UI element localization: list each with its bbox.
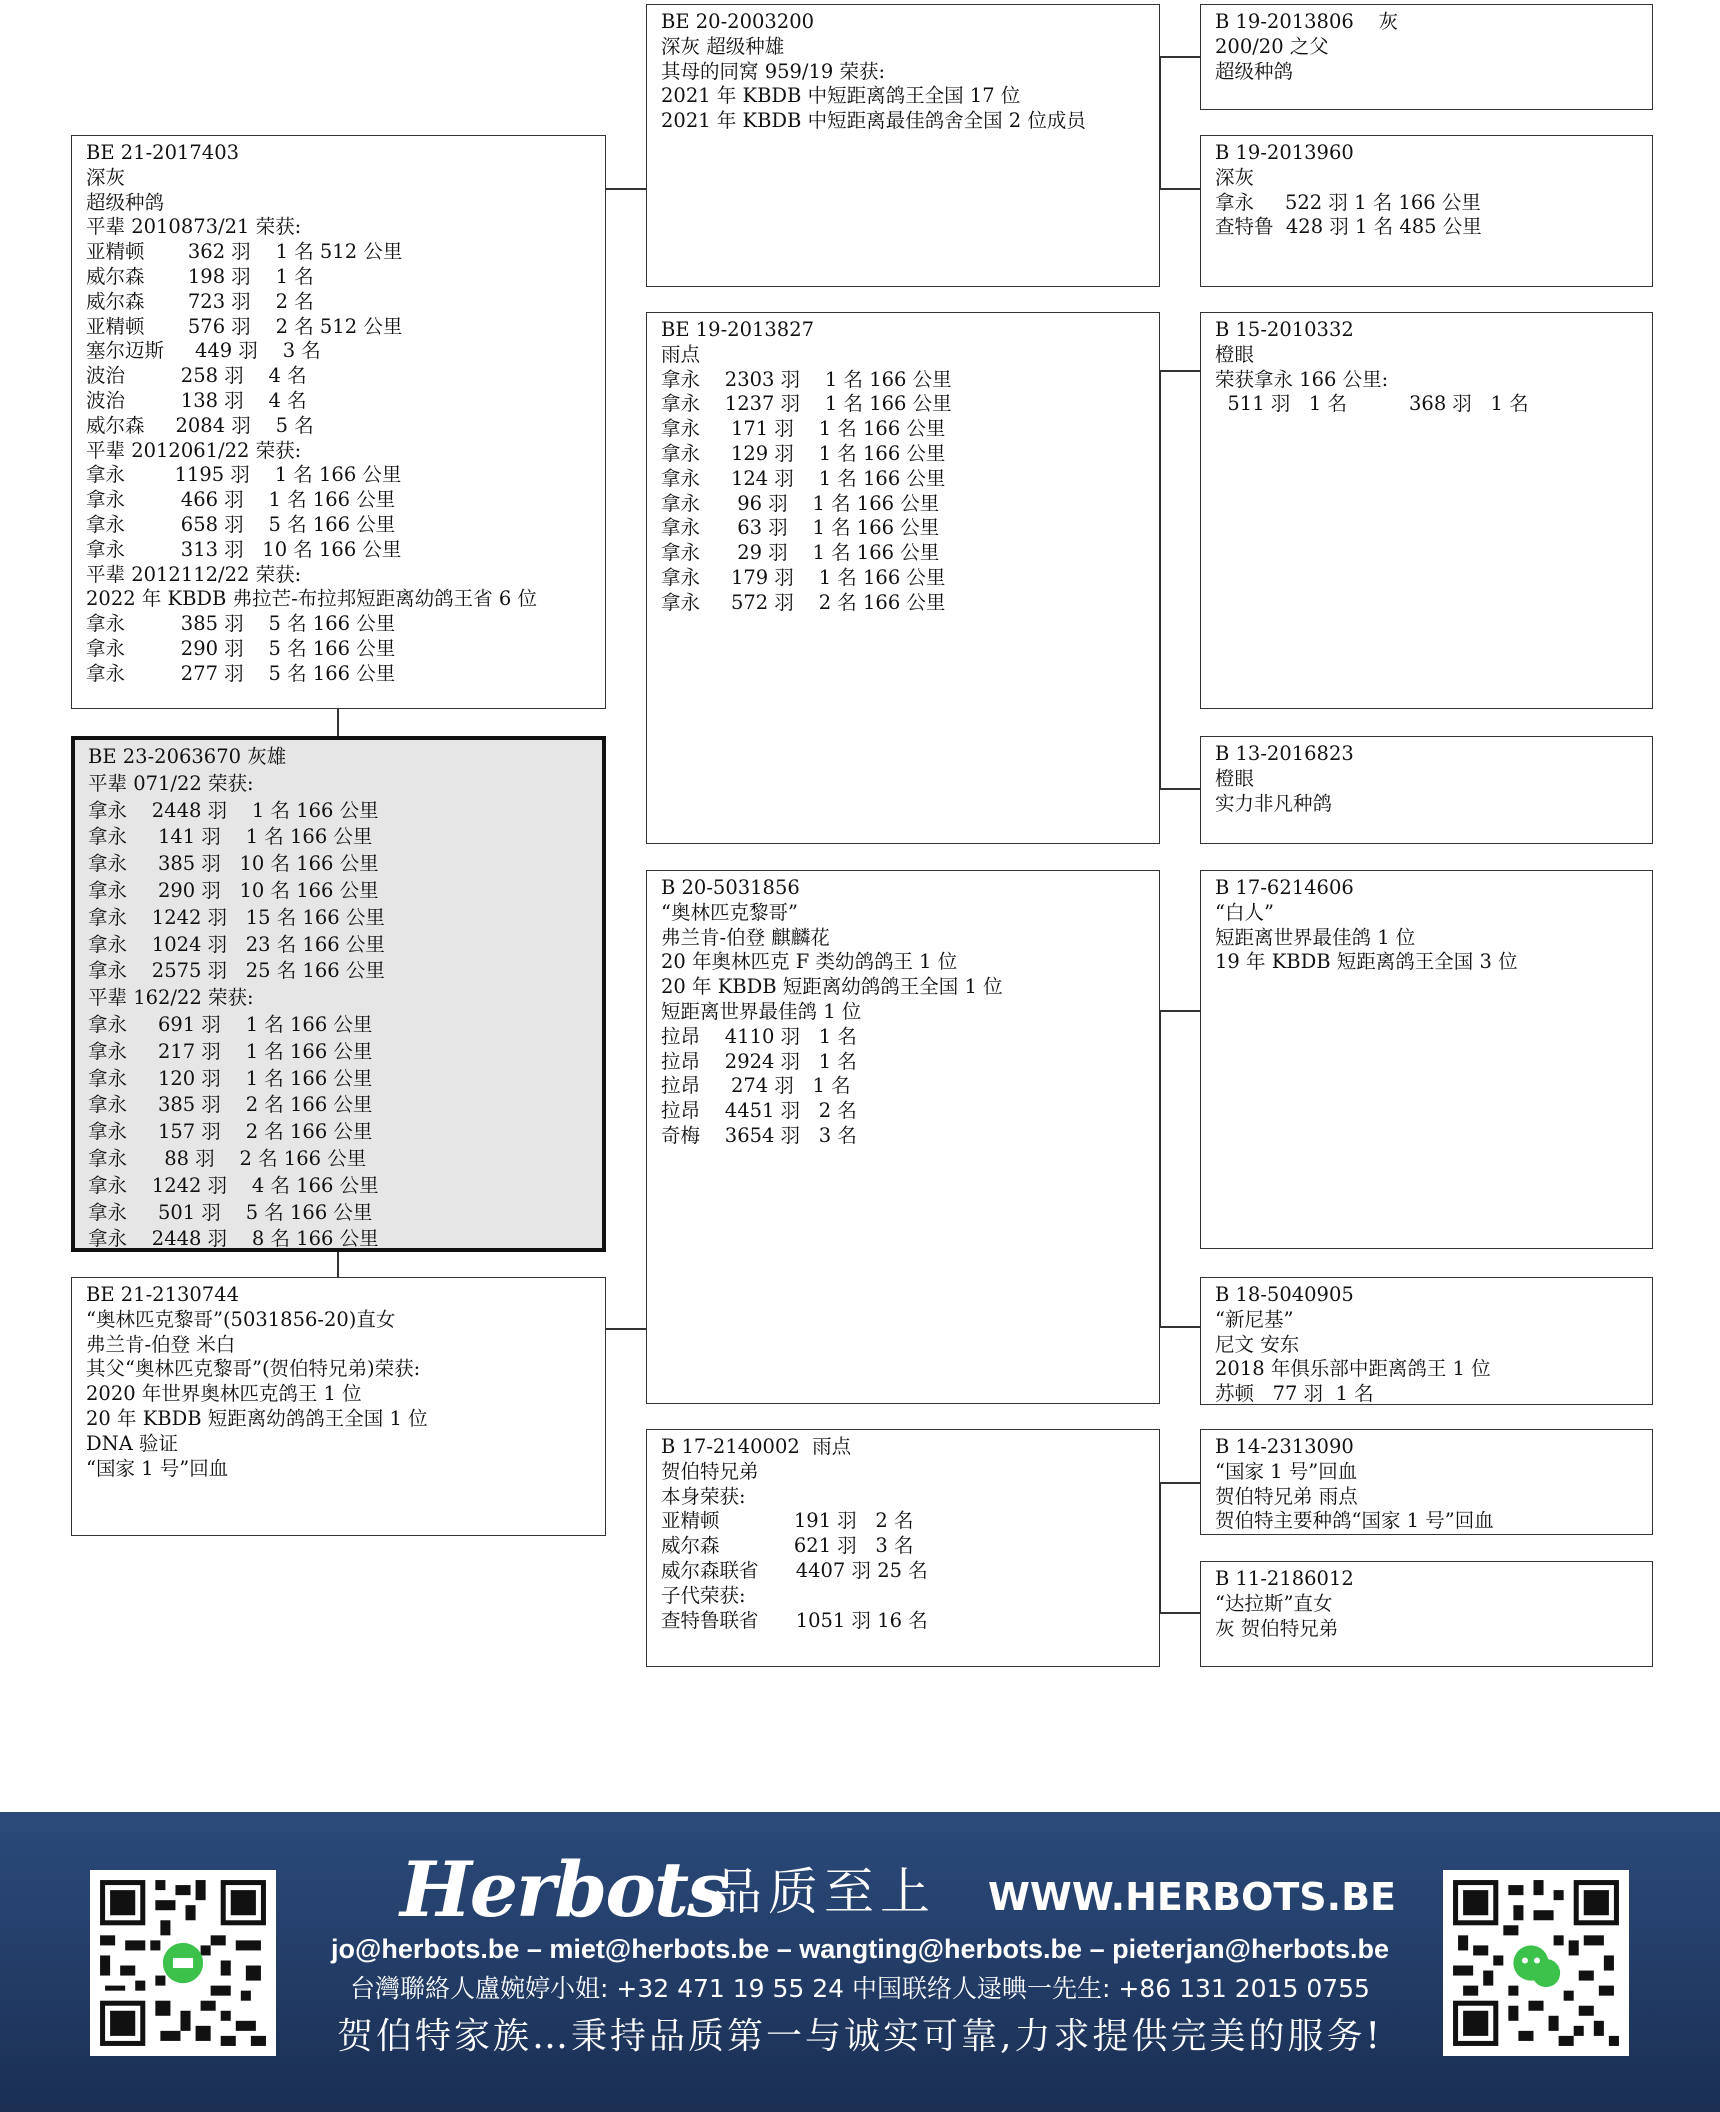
record-line: 拿永 217 羽 1 名 166 公里: [88, 1039, 373, 1063]
record-line: 拿永 1242 羽 15 名 166 公里: [88, 905, 385, 929]
record-line: 拿永 2448 羽 8 名 166 公里: [88, 1227, 379, 1251]
ring-number: BE 23-2063670 灰雄: [88, 745, 287, 768]
record-line: 奇梅 3654 羽 3 名: [661, 1123, 857, 1147]
record-line: 苏顿 77 羽 1 名: [1215, 1382, 1374, 1405]
dds-card: [1200, 1429, 1653, 1535]
record-line: 拉昂 2924 羽 1 名: [661, 1049, 857, 1073]
record-line: 威尔森 2084 羽 5 名: [86, 413, 314, 437]
qr-pattern: [90, 1870, 276, 2056]
record-line: “白人”: [1215, 900, 1274, 924]
connector: [605, 1328, 647, 1330]
record-line: 20 年 KBDB 短距离幼鸽鸽王全国 1 位: [86, 1406, 428, 1430]
sire-card: [71, 135, 606, 709]
record-line: 橙眼: [1215, 766, 1255, 790]
record-line: 拿永 277 羽 5 名 166 公里: [86, 661, 396, 685]
record-line: 威尔森联省 4407 羽 25 名: [661, 1558, 928, 1582]
wechat-qr-code[interactable]: [1443, 1870, 1629, 2056]
brand-slogan: 品质至上: [712, 1863, 936, 1921]
dam-sire-card: [646, 870, 1160, 1404]
record-line: 超级种鸽: [1215, 59, 1294, 83]
record-line: “奥林匹克黎哥”(5031856-20)直女: [86, 1307, 396, 1331]
ring-number: B 18-5040905: [1215, 1283, 1354, 1306]
ddd-card: [1200, 1561, 1653, 1667]
dss-card: [1200, 870, 1653, 1249]
record-line: 拿永 120 羽 1 名 166 公里: [88, 1066, 373, 1090]
sdd-card: [1200, 736, 1653, 844]
record-line: 2018 年俱乐部中距离鸽王 1 位: [1215, 1357, 1491, 1381]
record-line: 拉昂 4451 羽 2 名: [661, 1099, 857, 1123]
record-line: 其父“奥林匹克黎哥”(贺伯特兄弟)荣获:: [86, 1357, 421, 1381]
record-line: “国家 1 号”回血: [86, 1456, 229, 1480]
record-line: 波治 258 羽 4 名: [86, 364, 307, 388]
dsd-card: [1200, 1277, 1653, 1405]
record-line: 拿永 141 羽 1 名 166 公里: [88, 825, 373, 849]
qr-pattern: [1443, 1870, 1629, 2056]
record-line: 雨点: [661, 342, 701, 366]
record-line: 实力非凡种鸽: [1215, 791, 1333, 815]
dam-card: [71, 1277, 606, 1536]
contact-numbers: 台灣聯絡人盧婉婷小姐: +32 471 19 55 24 中国联络人逯晪一先生: +86 131 2015 0755: [350, 1974, 1370, 2003]
record-line: 塞尔迈斯 449 羽 3 名: [86, 339, 321, 363]
record-line: 20 年 KBDB 短距离幼鸽鸽王全国 1 位: [661, 975, 1003, 999]
record-line: “奥林匹克黎哥”: [661, 900, 798, 924]
connector: [1159, 1326, 1201, 1328]
record-line: 拿永 691 羽 1 名 166 公里: [88, 1012, 373, 1036]
ring-number: BE 20-2003200: [661, 10, 815, 33]
record-line: DNA 验证: [86, 1431, 178, 1455]
sire-sire-card: [646, 4, 1160, 287]
connector: [1159, 1612, 1201, 1614]
record-line: 拿永 1024 羽 23 名 166 公里: [88, 932, 385, 956]
record-line: 灰 贺伯特兄弟: [1215, 1616, 1339, 1640]
record-line: 弗兰肯-伯登 麒麟花: [661, 925, 830, 949]
ring-number: BE 19-2013827: [661, 318, 815, 341]
motto: 贺伯特家族…秉持品质第一与诚实可靠,力求提供完美的服务!: [337, 2016, 1383, 2057]
ring-number: BE 21-2017403: [86, 141, 240, 164]
record-line: 拿永 29 羽 1 名 166 公里: [661, 541, 940, 565]
record-line: 拉昂 274 羽 1 名: [661, 1074, 851, 1098]
connector: [337, 1248, 339, 1278]
record-line: 深灰: [86, 165, 126, 189]
brand-logo: Herbots: [400, 1845, 728, 1934]
record-line: 波治 138 羽 4 名: [86, 388, 307, 412]
record-line: 查特鲁 428 羽 1 名 485 公里: [1215, 215, 1482, 239]
brand-row: [400, 1845, 1397, 1934]
record-line: “国家 1 号”回血: [1215, 1459, 1358, 1483]
ring-number: B 20-5031856: [661, 876, 800, 899]
footer-banner: [0, 1812, 1720, 2112]
record-line: 弗兰肯-伯登 米白: [86, 1332, 236, 1356]
record-line: 深灰 超级种雄: [661, 34, 785, 58]
record-line: 贺伯特兄弟: [661, 1459, 759, 1483]
record-line: 拿永 1242 羽 4 名 166 公里: [88, 1173, 379, 1197]
record-line: 拿永 1195 羽 1 名 166 公里: [86, 463, 402, 487]
subject-card: [71, 736, 606, 1252]
record-line: 短距离世界最佳鸽 1 位: [661, 999, 862, 1023]
line-qr-code[interactable]: [90, 1870, 276, 2056]
record-line: 深灰: [1215, 165, 1255, 189]
record-line: 拿永 171 羽 1 名 166 公里: [661, 417, 946, 441]
record-line: 拿永 290 羽 10 名 166 公里: [88, 878, 379, 902]
record-line: 荣获拿永 166 公里:: [1215, 367, 1389, 391]
connector: [1159, 370, 1201, 372]
record-line: 拿永 88 羽 2 名 166 公里: [88, 1146, 367, 1170]
ring-number: B 11-2186012: [1215, 1567, 1354, 1590]
record-line: 本身荣获:: [661, 1484, 746, 1508]
record-line: 超级种鸽: [86, 190, 165, 214]
record-line: 2021 年 KBDB 中短距离最佳鸽舍全国 2 位成员: [661, 109, 1086, 133]
record-line: 威尔森 621 羽 3 名: [661, 1534, 914, 1558]
record-line: 拿永 385 羽 2 名 166 公里: [88, 1093, 373, 1117]
record-line: 拿永 157 羽 2 名 166 公里: [88, 1120, 373, 1144]
record-line: 其母的同窝 959/19 荣获:: [661, 59, 886, 83]
ring-number: B 19-2013806 灰: [1215, 10, 1399, 33]
dam-dam-card: [646, 1429, 1160, 1667]
record-line: “达拉斯”直女: [1215, 1591, 1333, 1615]
connector: [1159, 1010, 1201, 1012]
record-line: 拿永 2303 羽 1 名 166 公里: [661, 367, 952, 391]
sss-card: [1200, 4, 1653, 110]
record-line: 亚精顿 362 羽 1 名 512 公里: [86, 240, 403, 264]
connector: [1159, 56, 1201, 58]
record-line: 平辈 2012112/22 荣获:: [86, 562, 302, 586]
connector: [337, 708, 339, 738]
record-line: 2021 年 KBDB 中短距离鸽王全国 17 位: [661, 84, 1021, 108]
record-line: 拿永 466 羽 1 名 166 公里: [86, 488, 396, 512]
record-line: 亚精顿 576 羽 2 名 512 公里: [86, 314, 403, 338]
record-line: 平辈 162/22 荣获:: [88, 986, 254, 1010]
website-link[interactable]: WWW.HERBOTS.BE: [988, 1875, 1397, 1919]
record-line: 拿永 385 羽 10 名 166 公里: [88, 852, 379, 876]
record-line: 拿永 179 羽 1 名 166 公里: [661, 565, 946, 589]
ring-number: B 13-2016823: [1215, 742, 1354, 765]
ring-number: B 14-2313090: [1215, 1435, 1354, 1458]
sds-card: [1200, 312, 1653, 709]
record-line: 贺伯特主要种鸽“国家 1 号”回血: [1215, 1509, 1494, 1533]
record-line: 拿永 2575 羽 25 名 166 公里: [88, 959, 385, 983]
email-list[interactable]: jo@herbots.be – miet@herbots.be – wangting@herbots.be – pieterjan@herbots.be: [331, 1934, 1389, 1964]
ssd-card: [1200, 135, 1653, 287]
ring-number: B 19-2013960: [1215, 141, 1354, 164]
record-line: 拿永 124 羽 1 名 166 公里: [661, 466, 946, 490]
record-line: 拿永 96 羽 1 名 166 公里: [661, 491, 940, 515]
record-line: 拿永 1237 羽 1 名 166 公里: [661, 392, 952, 416]
connector: [1159, 1482, 1201, 1484]
record-line: 拿永 2448 羽 1 名 166 公里: [88, 798, 379, 822]
record-line: 平辈 2012061/22 荣获:: [86, 438, 302, 462]
record-line: 尼文 安东: [1215, 1332, 1300, 1356]
record-line: 拿永 290 羽 5 名 166 公里: [86, 636, 396, 660]
record-line: 亚精顿 191 羽 2 名: [661, 1509, 914, 1533]
record-line: 2020 年世界奥林匹克鸽王 1 位: [86, 1382, 362, 1406]
record-line: 拿永 501 羽 5 名 166 公里: [88, 1200, 373, 1224]
record-line: 拿永 313 羽 10 名 166 公里: [86, 537, 402, 561]
record-line: 拿永 385 羽 5 名 166 公里: [86, 612, 396, 636]
record-line: 19 年 KBDB 短距离鸽王全国 3 位: [1215, 950, 1518, 974]
connector: [605, 188, 647, 190]
record-line: 威尔森 723 羽 2 名: [86, 289, 314, 313]
connector: [1159, 788, 1201, 790]
sire-dam-card: [646, 312, 1160, 844]
record-line: 平辈 071/22 荣获:: [88, 771, 254, 795]
record-line: 200/20 之父: [1215, 34, 1329, 58]
ring-number: BE 21-2130744: [86, 1283, 240, 1306]
record-line: 拿永 63 羽 1 名 166 公里: [661, 516, 940, 540]
record-line: 拿永 572 羽 2 名 166 公里: [661, 590, 946, 614]
record-line: 拿永 129 羽 1 名 166 公里: [661, 441, 946, 465]
record-line: 贺伯特兄弟 雨点: [1215, 1484, 1358, 1508]
record-line: 威尔森 198 羽 1 名: [86, 264, 314, 288]
ring-number: B 17-2140002 雨点: [661, 1435, 852, 1458]
record-line: 拿永 522 羽 1 名 166 公里: [1215, 190, 1481, 214]
ring-number: B 17-6214606: [1215, 876, 1354, 899]
record-line: “新尼基”: [1215, 1307, 1294, 1331]
record-line: 拿永 658 羽 5 名 166 公里: [86, 512, 396, 536]
connector: [1159, 188, 1201, 190]
record-line: 2022 年 KBDB 弗拉芒-布拉邦短距离幼鸽王省 6 位: [86, 587, 537, 611]
record-line: 平辈 2010873/21 荣获:: [86, 215, 302, 239]
record-line: 20 年奥林匹克 F 类幼鸽鸽王 1 位: [661, 950, 958, 974]
record-line: 短距离世界最佳鸽 1 位: [1215, 925, 1416, 949]
record-line: 511 羽 1 名 368 羽 1 名: [1215, 392, 1529, 416]
record-line: 拉昂 4110 羽 1 名: [661, 1024, 857, 1048]
ring-number: B 15-2010332: [1215, 318, 1354, 341]
record-line: 子代荣获:: [661, 1583, 746, 1607]
record-line: 橙眼: [1215, 342, 1255, 366]
record-line: 查特鲁联省 1051 羽 16 名: [661, 1608, 928, 1632]
